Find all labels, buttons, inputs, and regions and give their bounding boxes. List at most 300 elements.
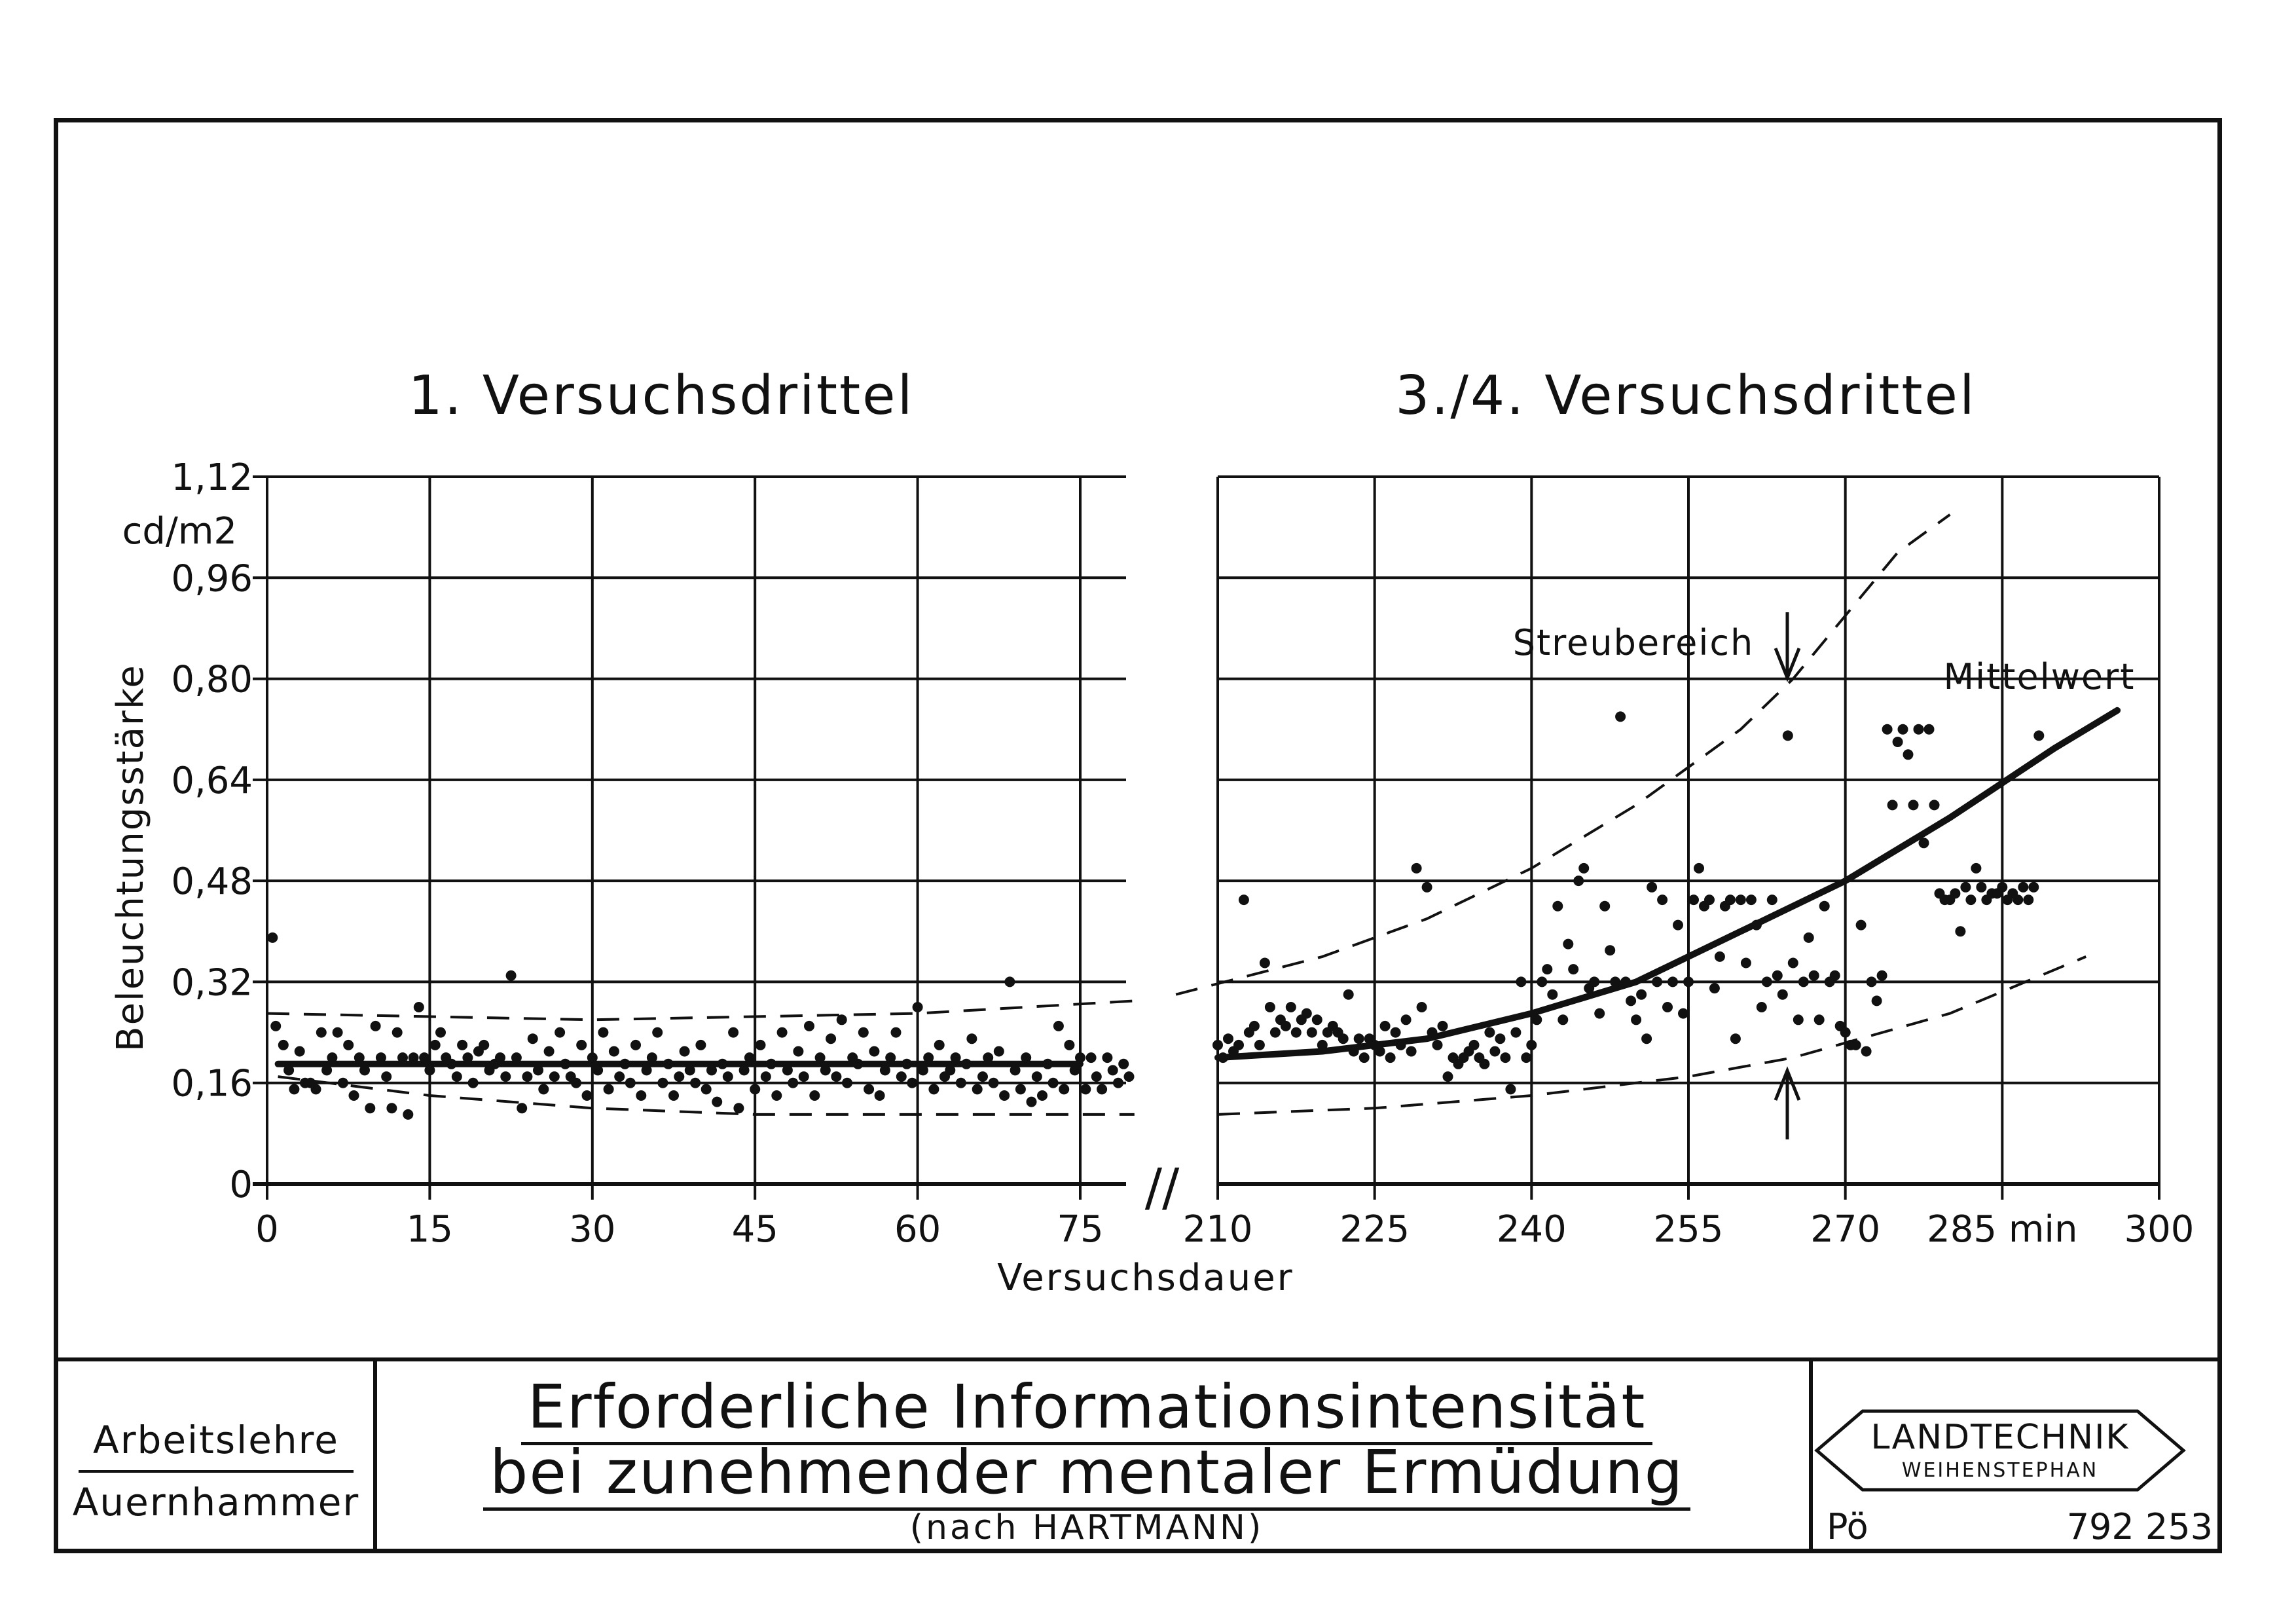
streubereich-arrow-down-icon — [1776, 612, 1799, 678]
left-data-point — [582, 1090, 592, 1101]
right-data-point — [1798, 976, 1809, 987]
left-data-point — [951, 1052, 961, 1063]
left-data-point — [528, 1033, 538, 1044]
right-data-point — [1851, 1040, 1861, 1050]
left-data-point — [604, 1084, 614, 1094]
right-data-point — [1709, 983, 1720, 993]
left-data-point — [788, 1078, 798, 1088]
y-tick-label: 0,32 — [171, 961, 253, 1005]
right-data-point — [1971, 863, 1981, 874]
right-data-point — [2028, 882, 2039, 893]
right-data-point — [1772, 970, 1783, 981]
right-data-point — [1286, 1002, 1296, 1012]
left-data-point — [365, 1103, 375, 1113]
left-data-point — [625, 1078, 636, 1088]
right-data-point — [1531, 1014, 1542, 1025]
left-data-point — [733, 1103, 744, 1113]
left-data-point — [479, 1040, 489, 1050]
right-data-point — [1438, 1021, 1448, 1031]
left-data-point — [842, 1078, 852, 1088]
left-data-point — [1080, 1084, 1091, 1094]
right-data-point — [1521, 1052, 1531, 1063]
left-data-point — [1004, 976, 1015, 987]
left-data-point — [723, 1071, 733, 1082]
left-data-point — [1124, 1071, 1135, 1082]
right-data-point — [2013, 895, 2023, 905]
left-data-point — [1097, 1084, 1107, 1094]
left-data-point — [560, 1059, 570, 1069]
right-data-point — [1338, 1033, 1349, 1044]
left-data-point — [386, 1103, 397, 1113]
left-data-point — [1032, 1071, 1042, 1082]
right-data-point — [1688, 895, 1699, 905]
left-data-point — [571, 1078, 581, 1088]
left-data-point — [1053, 1021, 1064, 1031]
left-data-point — [267, 932, 278, 943]
left-data-point — [896, 1071, 907, 1082]
author-label: Auernhammer — [72, 1480, 360, 1524]
right-data-point — [1281, 1021, 1291, 1031]
left-data-point — [592, 1065, 603, 1075]
left-data-point — [576, 1040, 587, 1050]
left-data-point — [831, 1071, 841, 1082]
right-data-point — [1856, 920, 1867, 931]
right-data-point — [1354, 1033, 1364, 1044]
right-data-point — [1746, 895, 1757, 905]
right-data-point — [1291, 1027, 1302, 1038]
right-data-point — [1788, 958, 1798, 969]
left-data-point — [555, 1027, 565, 1038]
left-data-point — [316, 1027, 327, 1038]
right-data-point — [1239, 895, 1249, 905]
right-data-point — [1757, 1002, 1767, 1012]
right-data-point — [1783, 730, 1793, 741]
right-data-point — [1819, 901, 1830, 912]
left-data-point — [397, 1052, 408, 1063]
left-data-point — [614, 1071, 625, 1082]
right-data-point — [1349, 1046, 1359, 1057]
right-x-tick-label: 225 — [1339, 1208, 1410, 1251]
right-data-point — [1427, 1027, 1438, 1038]
left-data-point — [538, 1084, 549, 1094]
left-data-point — [820, 1065, 831, 1075]
right-data-point — [1479, 1059, 1489, 1069]
y-unit-label: cd/m2 — [122, 510, 237, 553]
left-data-point — [1042, 1059, 1053, 1069]
left-data-point — [533, 1065, 543, 1075]
right-data-point — [1526, 1040, 1537, 1050]
right-data-point — [1260, 958, 1270, 969]
left-data-point — [804, 1021, 814, 1031]
right-data-point — [1725, 895, 1736, 905]
right-data-point — [1212, 1040, 1223, 1050]
right-panel-title: 3./4. Versuchsdrittel — [1395, 365, 1977, 427]
right-data-point — [1997, 882, 2007, 893]
right-data-point — [1391, 1027, 1401, 1038]
left-data-point — [647, 1052, 657, 1063]
left-data-point — [338, 1078, 348, 1088]
left-data-point — [1015, 1084, 1026, 1094]
logo-text-sub: WEIHENSTEPHAN — [1901, 1459, 2099, 1482]
left-data-point — [858, 1027, 869, 1038]
left-data-point — [815, 1052, 826, 1063]
right-data-point — [1898, 724, 1908, 735]
left-x-tick-label: 30 — [569, 1208, 616, 1251]
left-data-point — [799, 1071, 809, 1082]
right-data-point — [1840, 1027, 1851, 1038]
right-data-point — [1223, 1033, 1233, 1044]
left-data-point — [349, 1090, 359, 1101]
left-data-point — [663, 1059, 674, 1069]
left-data-point — [1027, 1097, 1037, 1107]
right-data-point — [1218, 1052, 1228, 1063]
left-data-point — [853, 1059, 864, 1069]
y-tick-label: 0,48 — [171, 860, 253, 904]
right-band-upper — [1176, 515, 1950, 995]
left-data-point — [902, 1059, 912, 1069]
right-data-point — [1307, 1027, 1317, 1038]
right-data-point — [1312, 1014, 1322, 1025]
left-x-tick-label: 45 — [731, 1208, 778, 1251]
right-data-point — [1929, 800, 1940, 810]
left-data-point — [771, 1090, 782, 1101]
scatter-bands — [267, 515, 2086, 1115]
right-data-point — [1620, 976, 1631, 987]
left-data-point — [793, 1046, 803, 1057]
left-data-point — [1091, 1071, 1102, 1082]
left-data-point — [891, 1027, 902, 1038]
right-data-point — [1903, 749, 1914, 760]
right-data-point — [1809, 970, 1819, 981]
left-data-point — [333, 1027, 343, 1038]
right-band-lower — [1218, 957, 2086, 1115]
left-data-point — [1010, 1065, 1021, 1075]
right-data-point — [1730, 1033, 1741, 1044]
right-data-point — [1652, 976, 1662, 987]
left-data-point — [809, 1090, 820, 1101]
left-data-point — [295, 1046, 305, 1057]
right-data-point — [1877, 970, 1887, 981]
right-data-point — [1615, 711, 1626, 722]
right-data-point — [1667, 976, 1678, 987]
left-data-point — [1037, 1090, 1048, 1101]
logo-text-main: LANDTECHNIK — [1870, 1418, 2130, 1457]
left-x-tick-label: 60 — [894, 1208, 941, 1251]
right-data-point — [2023, 895, 2033, 905]
left-data-point — [880, 1065, 890, 1075]
left-data-point — [837, 1014, 847, 1025]
left-data-point — [999, 1090, 1010, 1101]
left-data-point — [414, 1002, 424, 1012]
landtechnik-logo — [1813, 1401, 2187, 1500]
right-data-point — [1432, 1040, 1443, 1050]
left-data-point — [549, 1071, 560, 1082]
left-data-point — [409, 1052, 419, 1063]
left-data-point — [457, 1040, 467, 1050]
right-data-point — [1265, 1002, 1275, 1012]
left-data-point — [1118, 1059, 1129, 1069]
left-data-point — [636, 1090, 646, 1101]
department-label: Arbeitslehre — [93, 1418, 339, 1462]
left-data-point — [761, 1071, 771, 1082]
right-data-point — [1647, 882, 1657, 893]
right-data-point — [1516, 976, 1526, 987]
right-data-point — [1563, 939, 1573, 950]
left-data-point — [446, 1059, 457, 1069]
left-data-point — [961, 1059, 972, 1069]
right-data-point — [1741, 958, 1751, 969]
right-data-point — [1343, 989, 1354, 1000]
right-data-point — [1804, 932, 1814, 943]
left-band-upper — [267, 1001, 1135, 1020]
left-data-point — [343, 1040, 354, 1050]
left-data-point — [289, 1084, 299, 1094]
left-data-point — [766, 1059, 776, 1069]
author-code: Pö — [1827, 1506, 1868, 1547]
left-data-point — [278, 1040, 289, 1050]
left-data-point — [620, 1059, 630, 1069]
right-data-point — [1965, 895, 1976, 905]
left-data-point — [1075, 1052, 1085, 1063]
left-data-point — [452, 1071, 462, 1082]
left-data-point — [777, 1027, 788, 1038]
annotation-streubereich: Streubereich — [1512, 622, 1755, 663]
right-data-point — [1594, 1008, 1605, 1019]
left-data-point — [782, 1065, 793, 1075]
left-x-tick-label: 0 — [255, 1208, 279, 1251]
right-data-point — [1762, 976, 1772, 987]
right-data-point — [1950, 888, 1960, 898]
right-data-point — [1767, 895, 1777, 905]
right-data-point — [1887, 800, 1898, 810]
right-data-point — [1610, 976, 1620, 987]
right-data-point — [1542, 964, 1552, 974]
right-data-point — [1422, 882, 1432, 893]
left-data-point — [1064, 1040, 1074, 1050]
left-data-point — [907, 1078, 917, 1088]
right-data-point — [1406, 1046, 1417, 1057]
right-data-point — [1589, 976, 1599, 987]
y-tick-label: 0,64 — [171, 759, 253, 802]
right-data-point — [1914, 724, 1924, 735]
x-axis-title: Versuchsdauer — [997, 1257, 1294, 1299]
left-data-point — [311, 1084, 321, 1094]
left-data-point — [500, 1071, 511, 1082]
left-data-point — [983, 1052, 993, 1063]
right-data-point — [1777, 989, 1788, 1000]
right-data-point — [1317, 1040, 1328, 1050]
left-data-point — [750, 1084, 760, 1094]
right-data-point — [1976, 882, 1986, 893]
left-data-point — [495, 1052, 505, 1063]
y-axis-title: Beleuchtungsstärke — [109, 664, 152, 1052]
left-data-point — [652, 1027, 663, 1038]
left-data-point — [359, 1065, 370, 1075]
right-data-point — [1636, 989, 1647, 1000]
left-data-point — [403, 1109, 413, 1120]
right-data-point — [2018, 882, 2028, 893]
right-data-point — [1793, 1014, 1804, 1025]
right-data-point — [1375, 1046, 1385, 1057]
left-data-point — [1070, 1065, 1080, 1075]
right-data-point — [1924, 724, 1935, 735]
left-data-point — [283, 1065, 294, 1075]
right-data-point — [1500, 1052, 1510, 1063]
right-data-point — [1396, 1040, 1406, 1050]
left-data-point — [1048, 1078, 1059, 1088]
left-data-point — [928, 1084, 939, 1094]
right-data-point — [2033, 730, 2044, 741]
right-x-tick-label: 255 — [1653, 1208, 1724, 1251]
right-x-tick-label: 300 — [2124, 1208, 2195, 1251]
document-subtitle: (nach HARTMANN) — [909, 1508, 1264, 1547]
right-data-point — [1893, 737, 1903, 747]
document-title-line2: bei zunehmender mentaler Ermüdung — [367, 1437, 1807, 1507]
left-data-point — [522, 1071, 532, 1082]
right-data-point — [1443, 1071, 1453, 1082]
left-data-point — [680, 1046, 690, 1057]
left-data-point — [435, 1027, 446, 1038]
left-data-point — [424, 1065, 435, 1075]
left-data-point — [376, 1052, 386, 1063]
right-data-point — [1662, 1002, 1673, 1012]
right-data-point — [1830, 970, 1840, 981]
right-x-tick-label: 270 — [1810, 1208, 1881, 1251]
grid — [253, 477, 2159, 1200]
left-data-point — [864, 1084, 874, 1094]
document-title-line1: Erforderliche Informationsintensität — [367, 1372, 1807, 1442]
footer-divider-right — [1809, 1357, 1813, 1553]
right-data-point — [1704, 895, 1715, 905]
right-data-point — [1678, 1008, 1688, 1019]
right-data-point — [1359, 1052, 1370, 1063]
right-data-point — [1599, 901, 1610, 912]
left-data-point — [544, 1046, 555, 1057]
right-data-point — [1715, 951, 1725, 962]
left-data-point — [918, 1065, 928, 1075]
right-data-point — [1401, 1014, 1412, 1025]
left-data-point — [506, 970, 517, 981]
left-data-point — [945, 1065, 955, 1075]
left-data-point — [923, 1052, 934, 1063]
right-data-point — [1254, 1040, 1265, 1050]
right-data-point — [1578, 863, 1589, 874]
left-data-point — [354, 1052, 365, 1063]
streubereich-arrow-up-icon — [1776, 1071, 1799, 1139]
left-data-point — [674, 1071, 684, 1082]
left-data-point — [511, 1052, 522, 1063]
left-data-point — [875, 1090, 885, 1101]
left-data-point — [609, 1046, 619, 1057]
left-data-point — [934, 1040, 945, 1050]
right-data-point — [1495, 1033, 1505, 1044]
left-x-tick-label: 15 — [406, 1208, 454, 1251]
left-data-point — [1108, 1065, 1118, 1075]
left-data-point — [598, 1027, 608, 1038]
right-data-point — [1537, 976, 1547, 987]
right-data-point — [1605, 945, 1615, 955]
footer-top-rule — [54, 1357, 2222, 1361]
left-data-point — [885, 1052, 896, 1063]
left-data-point — [972, 1084, 983, 1094]
right-data-point — [1882, 724, 1893, 735]
right-data-point — [1960, 882, 1971, 893]
left-data-point — [1113, 1078, 1123, 1088]
right-data-point — [1955, 926, 1965, 936]
right-data-point — [1736, 895, 1746, 905]
right-data-point — [1417, 1002, 1427, 1012]
left-x-tick-label: 75 — [1057, 1208, 1104, 1251]
right-data-point — [1867, 976, 1877, 987]
left-data-point — [1059, 1084, 1069, 1094]
y-tick-label: 0,96 — [171, 557, 253, 600]
left-data-point — [690, 1078, 701, 1088]
left-data-point — [430, 1040, 441, 1050]
left-data-point — [327, 1052, 337, 1063]
left-data-point — [642, 1065, 652, 1075]
right-data-point — [1302, 1008, 1312, 1019]
right-x-tick-label: 210 — [1182, 1208, 1253, 1251]
right-data-point — [1469, 1040, 1480, 1050]
right-data-point — [1861, 1046, 1872, 1057]
right-data-point — [1489, 1046, 1500, 1057]
right-data-point — [1631, 1014, 1641, 1025]
y-tick-label: 0,16 — [171, 1062, 253, 1105]
right-data-point — [1573, 876, 1584, 886]
right-data-point — [1683, 976, 1694, 987]
left-data-point — [956, 1078, 966, 1088]
left-data-point — [1102, 1052, 1112, 1063]
right-data-point — [1547, 989, 1558, 1000]
left-data-point — [989, 1078, 999, 1088]
y-tick-label: 1,12 — [171, 456, 253, 499]
left-data-point — [826, 1033, 836, 1044]
right-data-point — [1919, 838, 1929, 848]
left-data-point — [371, 1021, 381, 1031]
left-data-point — [462, 1052, 473, 1063]
left-data-point — [718, 1059, 728, 1069]
right-data-point — [1694, 863, 1704, 874]
left-data-point — [966, 1033, 977, 1044]
document-number: 792 253 — [2066, 1506, 2213, 1547]
left-data-point — [869, 1046, 879, 1057]
right-data-point — [1505, 1084, 1516, 1094]
left-data-point — [695, 1040, 706, 1050]
left-data-point — [517, 1103, 527, 1113]
left-data-point — [630, 1040, 641, 1050]
right-data-point — [1908, 800, 1919, 810]
right-data-point — [1751, 920, 1762, 931]
mean-lines — [278, 710, 2118, 1064]
right-x-tick-label: 240 — [1496, 1208, 1567, 1251]
left-data-point — [1021, 1052, 1031, 1063]
left-data-point — [701, 1084, 712, 1094]
right-x-tick-label: 285 min — [1927, 1208, 2078, 1251]
left-data-point — [668, 1090, 679, 1101]
left-data-point — [321, 1065, 332, 1075]
y-tick-label: 0 — [229, 1164, 253, 1206]
left-data-point — [728, 1027, 738, 1038]
left-data-point — [913, 1002, 923, 1012]
right-data-point — [1814, 1014, 1825, 1025]
left-data-point — [468, 1078, 479, 1088]
right-data-point — [1249, 1021, 1260, 1031]
axis-break-marker: // — [1144, 1158, 1180, 1217]
y-tick-label: 0,80 — [171, 658, 253, 701]
right-data-point — [1673, 920, 1683, 931]
right-data-point — [1412, 863, 1422, 874]
left-data-point — [381, 1071, 392, 1082]
